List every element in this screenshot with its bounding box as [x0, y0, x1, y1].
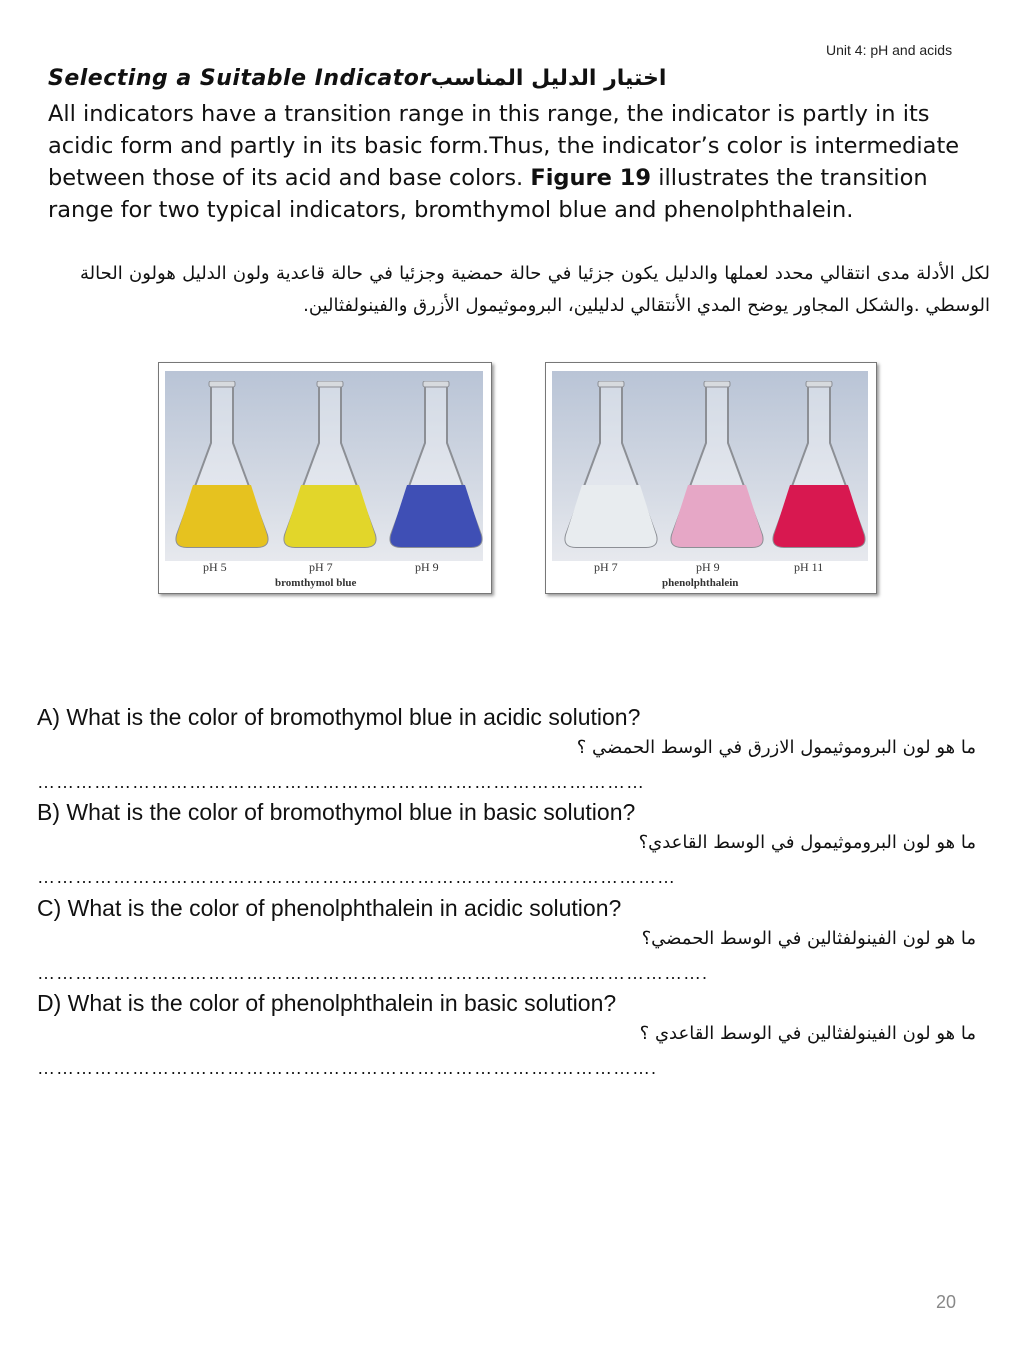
answer-line-c[interactable]: ……………………………………………………………………………………………. [37, 963, 709, 983]
question-d: D) What is the color of phenolphthalein in basic solution? [37, 990, 617, 1016]
answer-line-b[interactable]: …………………………………………………………………………..…………… [37, 867, 677, 887]
intro-text-2: illustrates the transition range for two typical indicators, bromthymol blue and phenolphthalein. [48, 165, 928, 223]
question-a-arabic: ما هو لون البروموثيمول الازرق في الوسط الحمضي ؟ [576, 737, 976, 758]
answer-line-a[interactable]: …………………………………………………………………………………… [37, 772, 645, 792]
flask-icon [173, 381, 271, 553]
question-c: C) What is the color of phenolphthalein in acidic solution? [37, 895, 622, 921]
ph-label: pH 11 [794, 560, 824, 574]
flask-icon [562, 381, 660, 553]
answer-line-d[interactable]: ……………………………………………………………………….……………. [37, 1058, 658, 1078]
flask-icon [281, 381, 379, 553]
figure-reference: Figure 19 [530, 165, 652, 191]
flask-photo [165, 371, 483, 561]
question-d-arabic: ما هو لون الفينولفثالين في الوسط القاعدي ؟ [639, 1023, 976, 1044]
indicator-name: bromthymol blue [275, 577, 357, 589]
figure-phenolphthalein [545, 362, 877, 594]
section-title-en: Selecting a Suitable Indicator [48, 66, 431, 91]
ph-label: pH 9 [696, 560, 720, 574]
question-a: A) What is the color of bromothymol blue in acidic solution? [37, 704, 641, 730]
ph-label: pH 5 [203, 560, 227, 574]
flask-icon [387, 381, 485, 553]
question-b: B) What is the color of bromothymol blue in basic solution? [37, 799, 636, 825]
figure-bromthymol-blue [158, 362, 492, 594]
question-b-arabic: ما هو لون البروموثيمول في الوسط القاعدي؟ [638, 832, 976, 853]
flask-photo [552, 371, 868, 561]
indicator-name: phenolphthalein [662, 577, 739, 589]
intro-paragraph [48, 98, 993, 226]
flask-icon [668, 381, 766, 553]
section-title [48, 66, 666, 91]
question-c-arabic: ما هو لون الفينولفثالين في الوسط الحمضي؟ [641, 928, 976, 949]
section-title-ar: اختيار الدليل المناسب [430, 66, 667, 91]
ph-label: pH 9 [415, 560, 439, 574]
ph-label: pH 7 [309, 560, 333, 574]
ph-label: pH 7 [594, 560, 618, 574]
intro-text-1: All indicators have a transition range in this range, the indicator is partly in its acidic form and partly in its basic form.Thus, the indicator’s color is intermediate between those of its acid and base colors. [48, 101, 960, 191]
flask-icon [770, 381, 868, 553]
arabic-paragraph: لكل الأدلة مدى انتقالي محدد لعملها والدليل يكون جزئيا في حالة حمضية وجزئيا في حالة قاعدية ولون الدليل هولون الحالة الوسطي .والشكل المجاور يوضح المدي الأنتقالي لدليلين، البروموثيمول الأزرق والفينولفثالين. [80, 263, 990, 316]
page-number: 20 [936, 1292, 957, 1312]
unit-header: Unit 4: pH and acids [826, 42, 953, 58]
